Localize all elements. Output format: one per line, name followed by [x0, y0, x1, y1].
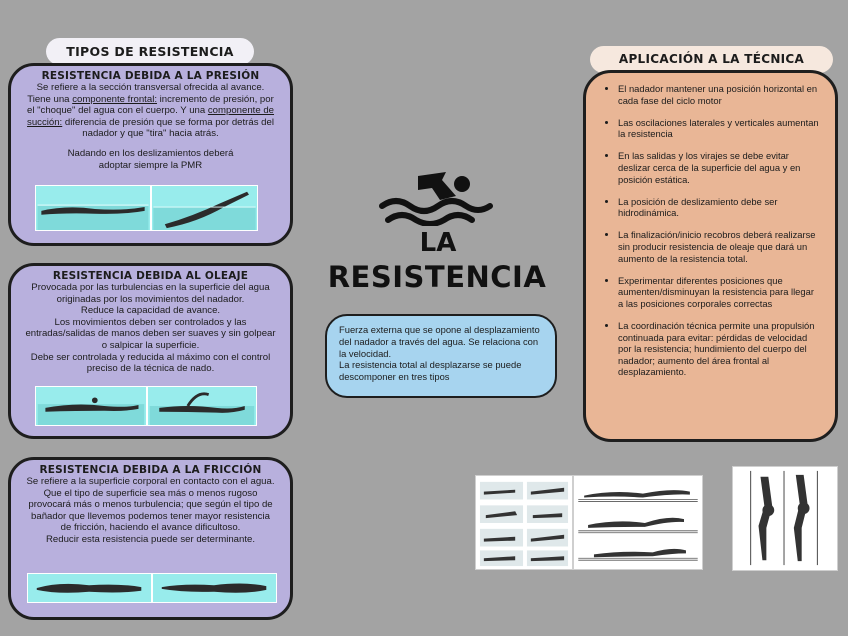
presion-text-1: Se refiere a la sección transversal ofrecida al avance. Tiene una [27, 82, 265, 105]
presion-frontal-term: componente frontal: [72, 93, 157, 105]
presion-photo-glide [35, 185, 151, 231]
oleaje-text-1: Provocada por las turbulencias en la superficie del agua originadas por los movimientos del nadador. [31, 282, 270, 305]
aplicacion-item: • La finalización/inicio recobros deberá realizarse sin producir resistencia de oleaje que dará un aumento de la resistencia total. [618, 229, 821, 264]
presion-succion-term: componente de succión: [27, 105, 275, 128]
oleaje-photo-2 [147, 386, 257, 426]
friccion-text-2: Que el tipo de superficie sea más o menos rugoso provocará más o menos turbulencia; que según el tipo de bañador que llevemos podemos tener mayor resistencia de fricción, haciendo el avance dificultoso. [28, 487, 273, 534]
presion-text-3: diferencia de presión que se forma por detrás del nadador y que "tira" hacia atrás. [62, 116, 274, 140]
friccion-text-3: Reducir esta resistencia puede ser determinante. [45, 533, 256, 545]
presion-pmr-note: Nadando en los deslizamientos deberá adoptar siempre la PMR [67, 147, 234, 171]
presion-photo-dive [151, 185, 258, 231]
main-title-line2: RESISTENCIA [327, 260, 547, 294]
friccion-photo-1 [27, 573, 152, 603]
aplicacion-item: • La coordinación técnica permite una propulsión continuada para evitar: pérdidas de velocidad por la resistencia; hundimiento del cuerpo del nadador; aumento del área frontal al desplazamiento. [618, 320, 821, 378]
swimmer-icon [378, 166, 494, 226]
swimmer-sequence-image [476, 476, 572, 569]
aplicacion-list [604, 83, 821, 378]
technique-photo-grid [475, 475, 573, 570]
aplicacion-box [583, 70, 838, 442]
oleaje-text-3: Los movimientos deben ser controlados y las entradas/salidas de manos deben ser suaves y sin golpear o salpicar la superficie. [25, 316, 276, 351]
swimmer-drawings-image [574, 476, 702, 569]
swimmer-glide-image [36, 186, 150, 230]
aplicacion-item: • Experimentar diferentes posiciones que aumenten/disminuyan la resistencia para llegar a las posiciones corporales correctas [618, 275, 821, 310]
swimmer-surface-image [36, 387, 146, 425]
friccion-photo-2 [152, 573, 277, 603]
presion-text [25, 82, 276, 140]
aplicacion-item: • La posición de deslizamiento debe ser hidrodinámica. [618, 196, 821, 219]
definition-text-1: Fuerza externa que se opone al desplazamiento del nadador a través del agua. Se relaciona con la velocidad. [339, 324, 540, 359]
friccion-title: RESISTENCIA DEBIDA A LA FRICCIÓN [39, 464, 262, 476]
oleaje-photo-1 [35, 386, 147, 426]
aplicacion-item: • El nadador mantener una posición horizontal en cada fase del ciclo motor [618, 83, 821, 106]
definition-box [325, 314, 557, 398]
friccion-text-1: Se refiere a la superficie corporal en contacto con el agua. [26, 476, 275, 487]
definition-text-2: La resistencia total al desplazarse se puede descomponer en tres tipos [339, 359, 522, 383]
aplicacion-item: • En las salidas y los virajes se debe evitar deslizar cerca de la superficie del agua y en posición estática. [618, 150, 821, 185]
swimmer-prone-image [153, 574, 276, 602]
swimmer-vertical-image [733, 467, 837, 570]
oleaje-text-4: Debe ser controlada y reducida al máximo con el control preciso de la técnica de nado. [30, 351, 271, 375]
oleaje-title: RESISTENCIA DEBIDA AL OLEAJE [52, 270, 249, 282]
left-section-header: TIPOS DE RESISTENCIA [46, 38, 254, 65]
main-title-line1: LA [419, 228, 457, 258]
swimmer-dive-image [152, 186, 257, 230]
right-section-header: APLICACIÓN A LA TÉCNICA [590, 46, 833, 73]
technique-photo-drawings [573, 475, 703, 570]
oleaje-text-2: Reduce la capacidad de avance. [80, 305, 221, 317]
presion-title: RESISTENCIA DEBIDA A LA PRESIÓN [41, 70, 260, 82]
technique-photo-vertical [732, 466, 838, 571]
swimmer-stroke-image [148, 387, 256, 425]
aplicacion-item: • Las oscilaciones laterales y verticales aumentan la resistencia [618, 117, 821, 140]
presion-text-2: incremento de presión, por el "choque" del agua con el cuerpo. Y una [26, 93, 274, 117]
swimmer-back-image [28, 574, 151, 602]
